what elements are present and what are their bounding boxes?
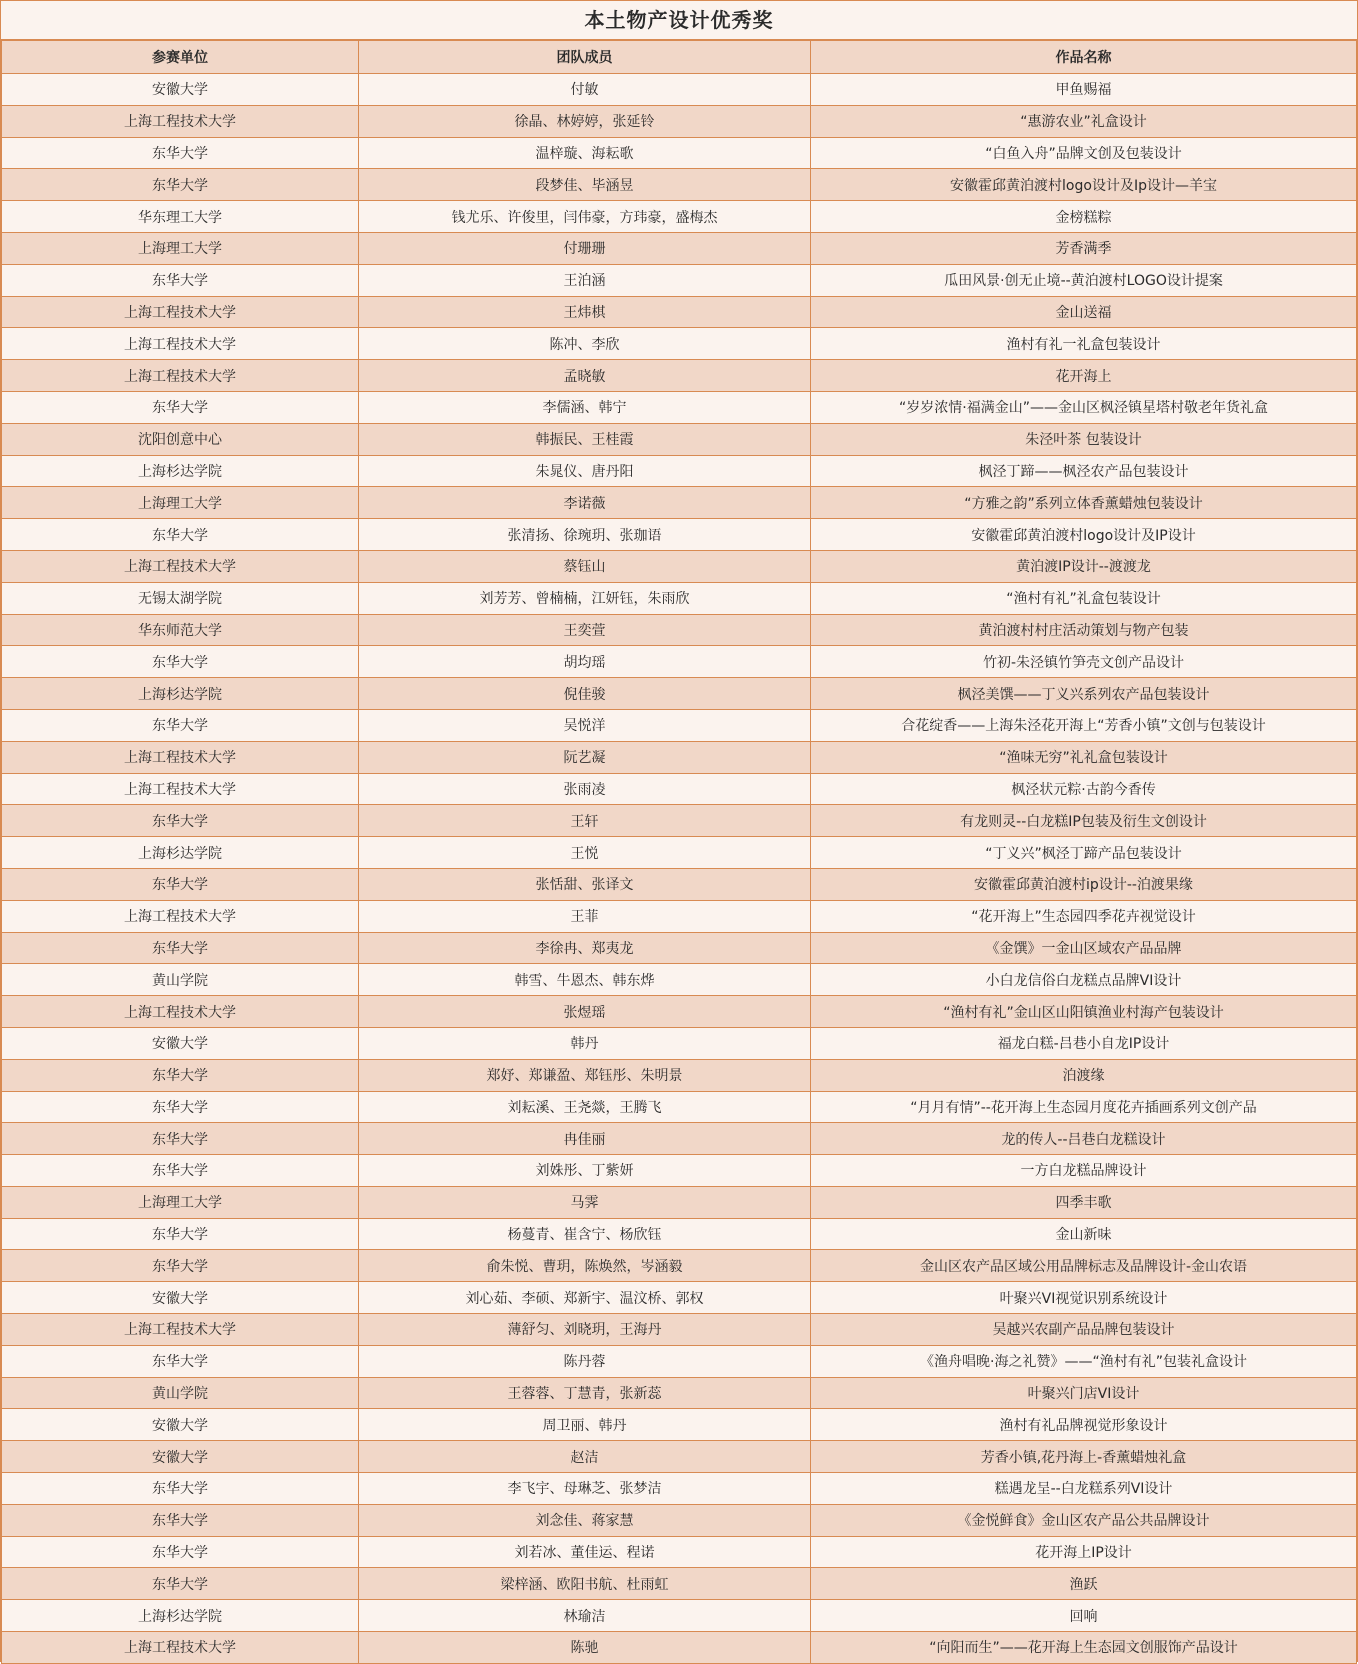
cell-unit: 黄山学院 <box>2 964 359 996</box>
cell-work: “丁义兴”枫泾丁蹄产品包装设计 <box>811 837 1357 869</box>
cell-members: 王奕萱 <box>359 614 811 646</box>
header-row <box>2 41 1357 74</box>
cell-work: 回响 <box>811 1600 1357 1632</box>
cell-unit: 上海工程技术大学 <box>2 328 359 360</box>
cell-unit: 上海理工大学 <box>2 487 359 519</box>
table-row <box>2 837 1357 869</box>
cell-members: 王蓉蓉、丁慧青，张新蕊 <box>359 1377 811 1409</box>
table-row <box>2 1632 1357 1664</box>
cell-work: 枫泾丁蹄——枫泾农产品包装设计 <box>811 455 1357 487</box>
cell-unit: 华东理工大学 <box>2 201 359 233</box>
table-row <box>2 868 1357 900</box>
cell-work: 黄泊渡村村庄活动策划与物产包装 <box>811 614 1357 646</box>
cell-work: 枫泾美馔——丁义兴系列农产品包装设计 <box>811 678 1357 710</box>
table-row <box>2 1314 1357 1346</box>
award-table <box>1 40 1357 1664</box>
cell-unit: 安徽大学 <box>2 1282 359 1314</box>
cell-work: “月月有情”--花开海上生态园月度花卉插画系列文创产品 <box>811 1091 1357 1123</box>
cell-work: 甲鱼赐福 <box>811 74 1357 106</box>
cell-unit: 东华大学 <box>2 1345 359 1377</box>
cell-unit: 东华大学 <box>2 1218 359 1250</box>
cell-unit: 华东师范大学 <box>2 614 359 646</box>
table-row <box>2 805 1357 837</box>
cell-members: 周卫丽、韩丹 <box>359 1409 811 1441</box>
cell-work: “方雅之韵”系列立体香薰蜡烛包装设计 <box>811 487 1357 519</box>
cell-unit: 东华大学 <box>2 868 359 900</box>
cell-members: 钱尤乐、许俊里，闫伟豪，方玮豪，盛梅杰 <box>359 201 811 233</box>
cell-members: 韩振民、王桂霞 <box>359 423 811 455</box>
cell-work: 《金悦鲜食》金山区农产品公共品牌设计 <box>811 1504 1357 1536</box>
header-work: 作品名称 <box>811 41 1357 74</box>
cell-members: 韩雪、牛恩杰、韩东烨 <box>359 964 811 996</box>
cell-members: 刘念佳、蒋家慧 <box>359 1504 811 1536</box>
cell-members: 阮艺凝 <box>359 741 811 773</box>
cell-work: “向阳而生”——花开海上生态园文创服饰产品设计 <box>811 1632 1357 1664</box>
cell-work: 朱泾叶茶 包装设计 <box>811 423 1357 455</box>
cell-work: 《渔舟唱晚·海之礼赞》——“渔村有礼”包装礼盒设计 <box>811 1345 1357 1377</box>
cell-members: 刘芳芳、曾楠楠，江妍钰，朱雨欣 <box>359 582 811 614</box>
cell-unit: 东华大学 <box>2 1091 359 1123</box>
table-row <box>2 232 1357 264</box>
cell-unit: 安徽大学 <box>2 74 359 106</box>
cell-work: 安徽霍邱黄泊渡村ip设计--泊渡果缘 <box>811 868 1357 900</box>
cell-work: 芳香满季 <box>811 232 1357 264</box>
cell-unit: 东华大学 <box>2 1568 359 1600</box>
table-row <box>2 773 1357 805</box>
cell-work: 小白龙信俗白龙糕点品牌VI设计 <box>811 964 1357 996</box>
cell-members: 付珊珊 <box>359 232 811 264</box>
table-body <box>2 74 1357 1664</box>
cell-unit: 上海工程技术大学 <box>2 105 359 137</box>
cell-members: 韩丹 <box>359 1027 811 1059</box>
cell-members: 俞朱悦、曹玥，陈焕然，岑涵毅 <box>359 1250 811 1282</box>
cell-members: 段梦佳、毕涵昱 <box>359 169 811 201</box>
cell-work: “渔村有礼”金山区山阳镇渔业村海产包装设计 <box>811 996 1357 1028</box>
table-row <box>2 996 1357 1028</box>
cell-unit: 东华大学 <box>2 1059 359 1091</box>
cell-unit: 上海杉达学院 <box>2 1600 359 1632</box>
cell-work: 瓜田风景·创无止境--黄泊渡村LOGO设计提案 <box>811 264 1357 296</box>
cell-members: 张清扬、徐琬玥、张珈语 <box>359 519 811 551</box>
cell-unit: 安徽大学 <box>2 1409 359 1441</box>
cell-members: 王炜棋 <box>359 296 811 328</box>
cell-unit: 沈阳创意中心 <box>2 423 359 455</box>
table-row <box>2 1218 1357 1250</box>
table-row <box>2 709 1357 741</box>
cell-unit: 上海工程技术大学 <box>2 773 359 805</box>
table-row <box>2 678 1357 710</box>
cell-members: 郑妤、郑谦盈、郑钰彤、朱明景 <box>359 1059 811 1091</box>
cell-unit: 东华大学 <box>2 1250 359 1282</box>
cell-work: 金山新味 <box>811 1218 1357 1250</box>
cell-members: 付敏 <box>359 74 811 106</box>
cell-members: 杨蔓青、崔含宁、杨欣钰 <box>359 1218 811 1250</box>
table-row <box>2 1250 1357 1282</box>
cell-unit: 东华大学 <box>2 264 359 296</box>
cell-work: 福龙白糕-吕巷小自龙IP设计 <box>811 1027 1357 1059</box>
cell-members: 胡均瑶 <box>359 646 811 678</box>
cell-unit: 东华大学 <box>2 1504 359 1536</box>
cell-unit: 上海杉达学院 <box>2 455 359 487</box>
table-row <box>2 1568 1357 1600</box>
table-row <box>2 360 1357 392</box>
cell-members: 王悦 <box>359 837 811 869</box>
cell-work: 龙的传人--吕巷白龙糕设计 <box>811 1123 1357 1155</box>
cell-work: 花开海上 <box>811 360 1357 392</box>
cell-members: 孟晓敏 <box>359 360 811 392</box>
cell-members: 李徐冉、郑夷龙 <box>359 932 811 964</box>
cell-work: 金山区农产品区域公用品牌标志及品牌设计-金山农语 <box>811 1250 1357 1282</box>
cell-members: 张恬甜、张译文 <box>359 868 811 900</box>
cell-unit: 东华大学 <box>2 519 359 551</box>
header-members: 团队成员 <box>359 41 811 74</box>
cell-work: 泊渡缘 <box>811 1059 1357 1091</box>
cell-members: 马霁 <box>359 1186 811 1218</box>
cell-members: 陈驰 <box>359 1632 811 1664</box>
cell-unit: 东华大学 <box>2 1473 359 1505</box>
table-row <box>2 391 1357 423</box>
cell-unit: 安徽大学 <box>2 1027 359 1059</box>
table-row <box>2 1409 1357 1441</box>
table-row <box>2 550 1357 582</box>
cell-members: 刘姝彤、丁紫妍 <box>359 1155 811 1187</box>
table-row <box>2 105 1357 137</box>
page-title: 本土物产设计优秀奖 <box>1 1 1357 40</box>
cell-members: 李诺薇 <box>359 487 811 519</box>
cell-work: 竹初-朱泾镇竹笋壳文创产品设计 <box>811 646 1357 678</box>
cell-unit: 东华大学 <box>2 646 359 678</box>
cell-members: 薄舒匀、刘晓玥，王海丹 <box>359 1314 811 1346</box>
cell-members: 冉佳丽 <box>359 1123 811 1155</box>
table-row <box>2 519 1357 551</box>
cell-unit: 上海杉达学院 <box>2 678 359 710</box>
cell-members: 陈丹蓉 <box>359 1345 811 1377</box>
cell-members: 赵洁 <box>359 1441 811 1473</box>
cell-members: 林瑜洁 <box>359 1600 811 1632</box>
cell-members: 李儒涵、韩宁 <box>359 391 811 423</box>
table-row <box>2 201 1357 233</box>
cell-work: 叶聚兴VI视觉识别系统设计 <box>811 1282 1357 1314</box>
cell-unit: 东华大学 <box>2 1123 359 1155</box>
cell-unit: 无锡太湖学院 <box>2 582 359 614</box>
table-row <box>2 1600 1357 1632</box>
table-row <box>2 1091 1357 1123</box>
table-row <box>2 169 1357 201</box>
table-row <box>2 582 1357 614</box>
table-row <box>2 264 1357 296</box>
cell-work: 糕遇龙呈--白龙糕系列VI设计 <box>811 1473 1357 1505</box>
cell-work: 渔跃 <box>811 1568 1357 1600</box>
cell-unit: 东华大学 <box>2 932 359 964</box>
cell-members: 张煜瑶 <box>359 996 811 1028</box>
table-row <box>2 1441 1357 1473</box>
table-row <box>2 1377 1357 1409</box>
cell-unit: 上海理工大学 <box>2 1186 359 1218</box>
cell-unit: 上海理工大学 <box>2 232 359 264</box>
cell-unit: 安徽大学 <box>2 1441 359 1473</box>
cell-unit: 上海杉达学院 <box>2 837 359 869</box>
cell-unit: 上海工程技术大学 <box>2 741 359 773</box>
cell-unit: 东华大学 <box>2 805 359 837</box>
cell-members: 蔡钰山 <box>359 550 811 582</box>
table-row <box>2 741 1357 773</box>
cell-work: “白鱼入舟”品牌文创及包装设计 <box>811 137 1357 169</box>
cell-members: 吴悦洋 <box>359 709 811 741</box>
cell-unit: 东华大学 <box>2 137 359 169</box>
cell-work: 花开海上IP设计 <box>811 1536 1357 1568</box>
table-row <box>2 296 1357 328</box>
cell-work: “花开海上”生态园四季花卉视觉设计 <box>811 900 1357 932</box>
cell-unit: 上海工程技术大学 <box>2 1632 359 1664</box>
cell-work: 金榜糕粽 <box>811 201 1357 233</box>
table-row <box>2 1059 1357 1091</box>
cell-work: 合花绽香——上海朱泾花开海上“芳香小镇”文创与包装设计 <box>811 709 1357 741</box>
cell-members: 王泊涵 <box>359 264 811 296</box>
table-row <box>2 1027 1357 1059</box>
cell-work: 金山送福 <box>811 296 1357 328</box>
cell-unit: 上海工程技术大学 <box>2 550 359 582</box>
table-row <box>2 455 1357 487</box>
cell-members: 刘耘溪、王尧燚，王腾飞 <box>359 1091 811 1123</box>
cell-work: “岁岁浓情·福满金山”——金山区枫泾镇星塔村敬老年货礼盒 <box>811 391 1357 423</box>
cell-unit: 东华大学 <box>2 1536 359 1568</box>
cell-unit: 东华大学 <box>2 391 359 423</box>
cell-unit: 东华大学 <box>2 169 359 201</box>
table-row <box>2 1186 1357 1218</box>
cell-members: 李飞宇、母琳芝、张梦洁 <box>359 1473 811 1505</box>
table-row <box>2 614 1357 646</box>
cell-work: 四季丰歌 <box>811 1186 1357 1218</box>
cell-members: 徐晶、林婷婷，张延铃 <box>359 105 811 137</box>
cell-work: 有龙则灵--白龙糕IP包装及衍生文创设计 <box>811 805 1357 837</box>
table-row <box>2 1473 1357 1505</box>
cell-work: 枫泾状元粽·古韵今香传 <box>811 773 1357 805</box>
cell-unit: 上海工程技术大学 <box>2 296 359 328</box>
cell-members: 王菲 <box>359 900 811 932</box>
table-row <box>2 1123 1357 1155</box>
cell-unit: 黄山学院 <box>2 1377 359 1409</box>
cell-members: 张雨凌 <box>359 773 811 805</box>
cell-work: 渔村有礼品牌视觉形象设计 <box>811 1409 1357 1441</box>
cell-work: “渔味无穷”礼礼盒包装设计 <box>811 741 1357 773</box>
cell-members: 刘若冰、董佳运、程诺 <box>359 1536 811 1568</box>
cell-work: “渔村有礼”礼盒包装设计 <box>811 582 1357 614</box>
cell-work: 吴越兴农副产品品牌包装设计 <box>811 1314 1357 1346</box>
cell-members: 温梓璇、海耘歌 <box>359 137 811 169</box>
cell-work: “惠游农业”礼盒设计 <box>811 105 1357 137</box>
cell-unit: 上海工程技术大学 <box>2 360 359 392</box>
table-row <box>2 328 1357 360</box>
table-row <box>2 423 1357 455</box>
cell-unit: 上海工程技术大学 <box>2 996 359 1028</box>
cell-work: 安徽霍邱黄泊渡村logo设计及IP设计 <box>811 519 1357 551</box>
cell-members: 朱晁仪、唐丹阳 <box>359 455 811 487</box>
table-row <box>2 1155 1357 1187</box>
cell-work: 叶聚兴门店VI设计 <box>811 1377 1357 1409</box>
table-row <box>2 1536 1357 1568</box>
cell-unit: 上海工程技术大学 <box>2 1314 359 1346</box>
cell-work: 《金馔》一金山区域农产品品牌 <box>811 932 1357 964</box>
cell-members: 梁梓涵、欧阳书航、杜雨虹 <box>359 1568 811 1600</box>
table-row <box>2 1282 1357 1314</box>
table-row <box>2 487 1357 519</box>
cell-members: 陈冲、李欣 <box>359 328 811 360</box>
cell-members: 王轩 <box>359 805 811 837</box>
cell-work: 芳香小镇,花丹海上-香薰蜡烛礼盒 <box>811 1441 1357 1473</box>
cell-unit: 上海工程技术大学 <box>2 900 359 932</box>
cell-members: 倪佳骏 <box>359 678 811 710</box>
header-unit: 参赛单位 <box>2 41 359 74</box>
table-row <box>2 932 1357 964</box>
cell-work: 黄泊渡IP设计--渡渡龙 <box>811 550 1357 582</box>
cell-unit: 东华大学 <box>2 1155 359 1187</box>
cell-members: 刘心茹、李硕、郑新宇、温汶桥、郭权 <box>359 1282 811 1314</box>
table-row <box>2 1345 1357 1377</box>
cell-work: 渔村有礼一礼盒包装设计 <box>811 328 1357 360</box>
table-row <box>2 74 1357 106</box>
cell-unit: 东华大学 <box>2 709 359 741</box>
cell-work: 一方白龙糕品牌设计 <box>811 1155 1357 1187</box>
table-row <box>2 964 1357 996</box>
table-row <box>2 1504 1357 1536</box>
table-row <box>2 900 1357 932</box>
table-row <box>2 137 1357 169</box>
table-row <box>2 646 1357 678</box>
cell-work: 安徽霍邱黄泊渡村logo设计及Ip设计—羊宝 <box>811 169 1357 201</box>
